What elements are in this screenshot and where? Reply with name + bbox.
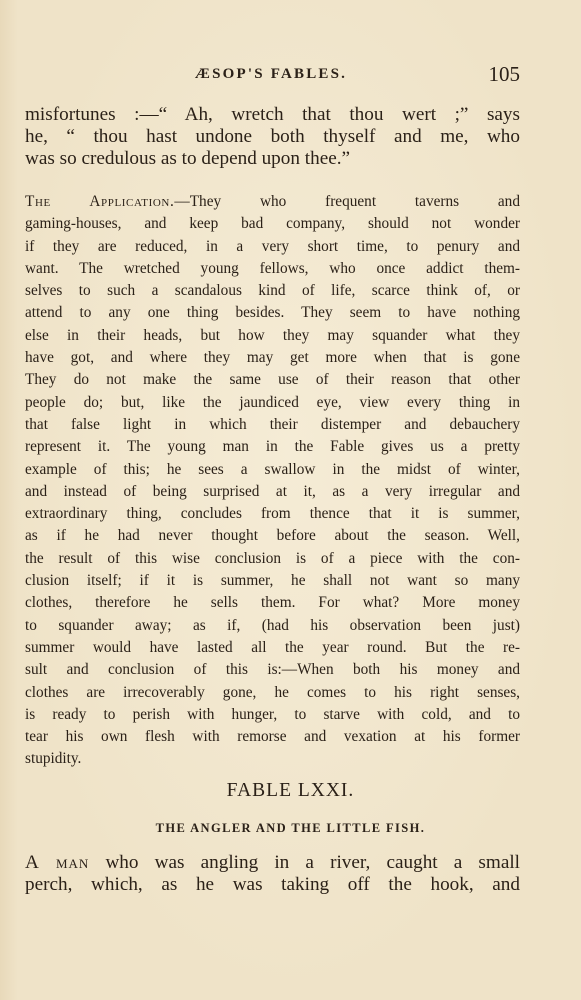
fable-opening-paragraph [25,852,520,896]
running-title: ÆSOP'S FABLES. [194,66,348,82]
application-label: The Application. [25,193,175,210]
intro-line: he, “ thou hast undone both thyself and me, who [25,126,520,147]
fable-title-heading: THE ANGLER AND THE LITTLE FISH. [155,821,426,835]
application-line: stupidity. [25,750,82,768]
application-line: have got, and where they may get more when that is gone [25,349,520,367]
application-line: else in their heads, but how they may squander what they [25,326,520,344]
application-line: summer would have lasted all the year round. But the re- [25,638,520,656]
application-paragraph [25,191,520,771]
application-line: that false light in which their distemper and debauchery [25,415,520,433]
fable-line: perch, which, as he was taking off the hook, and [25,874,520,895]
fable-line: A man who was angling in a river, caught a small [25,852,520,873]
application-line: extraordinary thing, concludes from thence that it is summer, [25,505,520,523]
application-line: They do not make the same use of their reason that other [25,371,520,389]
application-line: tear his own flesh with remorse and vexation at his former [25,728,520,746]
application-line: is ready to perish with hunger, to starve with cold, and to [25,705,520,723]
application-line: the result of this wise conclusion is of a piece with the con- [25,549,520,567]
application-line: selves to such a scandalous kind of life, scarce think of, or [25,282,520,300]
application-line: people do; but, like the jaundiced eye, view every thing in [25,393,520,411]
application-line: to squander away; as if, (had his observation been just) [25,616,520,634]
application-line: clothes, therefore he sells them. For what? More money [25,594,520,612]
intro-line: misfortunes :—“ Ah, wretch that thou wert ;” says [25,104,520,125]
page-number: 105 [488,62,520,86]
intro-line: was so credulous as to depend upon thee.” [25,148,351,169]
application-line: represent it. The young man in the Fable gives us a pretty [25,438,520,456]
application-line: want. The wretched young fellows, who once addict them- [25,259,520,277]
application-line: if they are reduced, in a very short time, to penury and [25,237,520,255]
application-line: gaming-houses, and keep bad company, should not wonder [25,215,520,233]
application-line: clothes are irrecoverably gone, he comes to his right senses, [25,683,520,701]
application-line: and instead of being surprised at it, as a very irregular and [25,482,520,500]
running-head [22,62,520,88]
fable-number-heading: FABLE LXXI. [226,780,355,801]
intro-paragraph [25,104,520,170]
application-line: sult and conclusion of this is:—When both his money and [25,661,520,679]
application-line: attend to any one thing besides. They seem to have nothing [25,304,520,322]
fable-opening-words: A man [25,852,90,873]
application-line: clusion itself; if it is summer, he shall not want so many [25,572,520,590]
application-line: as if he had never thought before about the season. Well, [25,527,520,545]
application-line: example of this; he sees a swallow in the midst of winter, [25,460,520,478]
application-line: The Application.—They who frequent taverns and [25,193,520,210]
